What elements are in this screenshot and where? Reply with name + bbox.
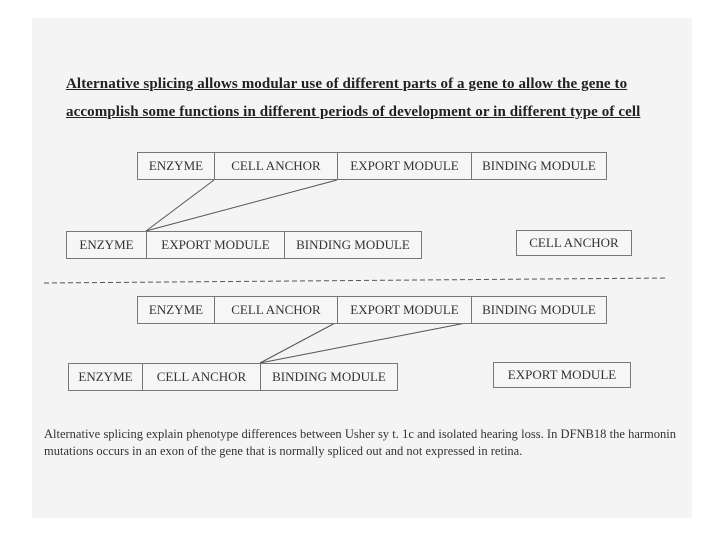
spliced-product-1 xyxy=(66,231,422,259)
connector-line xyxy=(260,322,337,363)
exon-binding-module: BINDING MODULE xyxy=(272,369,386,384)
excluded-exon-2: EXPORT MODULE xyxy=(493,362,631,388)
divider-dashed-line xyxy=(44,278,668,283)
connector-line xyxy=(146,180,337,231)
gene-bar-2 xyxy=(137,296,607,324)
connector-line xyxy=(260,322,471,363)
connector-line xyxy=(146,180,214,231)
exon-cell-anchor: CELL ANCHOR xyxy=(215,153,338,179)
exon-enzyme: ENZYME xyxy=(138,297,215,323)
exon-cell-anchor: CELL ANCHOR xyxy=(215,297,338,323)
exon-export-module: EXPORT MODULE xyxy=(338,297,472,323)
exon-cell-anchor: CELL ANCHOR xyxy=(143,364,261,390)
title-line-2: accomplish some functions in different periods of development or in different type of cell xyxy=(66,104,641,120)
exon-enzyme: ENZYME xyxy=(138,153,215,179)
title-line-1: Alternative splicing allows modular use of different parts of a gene to allow the gene to xyxy=(66,76,628,92)
excluded-exon-1: CELL ANCHOR xyxy=(516,230,632,256)
caption-text: Alternative splicing explain phenotype differences between Usher sy t. 1c and isolated hearing loss. In DFNB18 the harmonin mutations occurs in an exon of the gene that is normally spliced out and not expressed in retina. xyxy=(44,427,676,458)
exon-enzyme: ENZYME xyxy=(69,364,143,390)
exon-binding-module: BINDING MODULE xyxy=(296,237,410,252)
exon-binding-module: BINDING MODULE xyxy=(482,302,596,317)
spliced-product-2 xyxy=(68,363,398,391)
exon-export-module: EXPORT MODULE xyxy=(147,232,285,258)
exon-enzyme: ENZYME xyxy=(67,232,147,258)
exon-binding-module: BINDING MODULE xyxy=(482,158,596,173)
gene-bar-1 xyxy=(137,152,607,180)
exon-export-module: EXPORT MODULE xyxy=(338,153,472,179)
